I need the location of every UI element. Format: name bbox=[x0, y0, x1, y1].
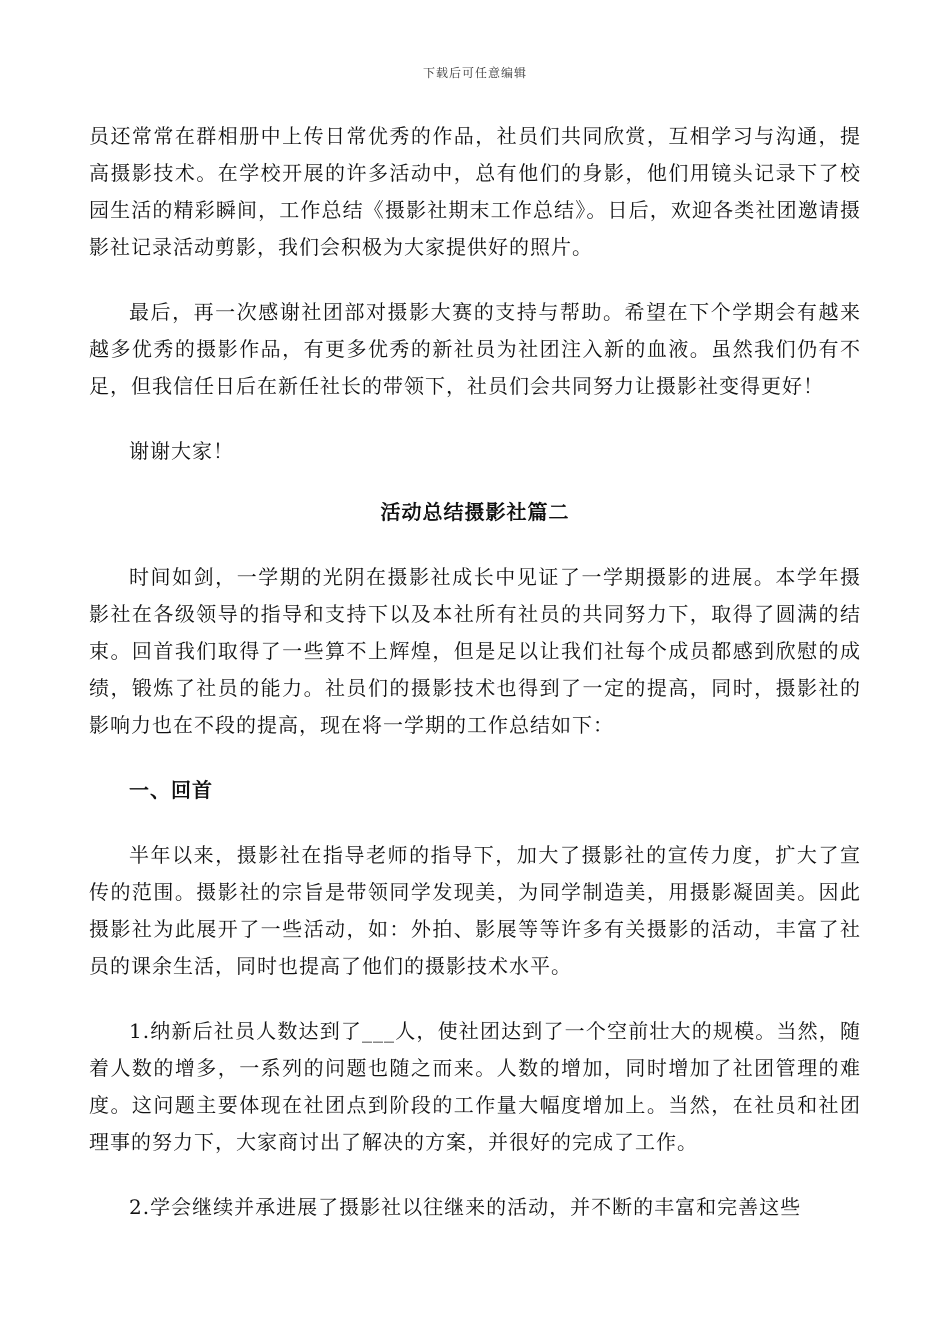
paragraph-half-year: 半年以来，摄影社在指导老师的指导下，加大了摄影社的宣传力度，扩大了宣传的范围。摄影社的宗旨是带领同学发现美，为同学制造美，用摄影凝固美。因此摄影社为此展开了一些活动，如：外拍、影展等等许多有关摄影的活动，丰富了社员的课余生活，同时也提高了他们的摄影技术水平。 bbox=[89, 843, 861, 978]
paragraph-item-1: 1.纳新后社员人数达到了___人，使社团达到了一个空前壮大的规模。当然，随着人数的增多，一系列的问题也随之而来。人数的增加，同时增加了社团管理的难度。这问题主要体现在社团点到阶段的工作量大幅度增加上。当然，在社员和社团理事的努力下，大家商讨出了解决的方案，并很好的完成了工作。 bbox=[89, 1019, 861, 1154]
paragraph-continuation: 员还常常在群相册中上传日常优秀的作品，社员们共同欣赏，互相学习与沟通，提高摄影技术。在学校开展的许多活动中，总有他们的身影，他们用镜头记录下了校园生活的精彩瞬间，工作总结《摄影社期末工作总结》。日后，欢迎各类社团邀请摄影社记录活动剪影，我们会积极为大家提供好的照片。 bbox=[89, 124, 861, 259]
page-header-note: 下载后可任意编辑 bbox=[422, 66, 527, 80]
paragraph-item-2: 2.学会继续并承进展了摄影社以往继来的活动，并不断的丰富和完善这些 bbox=[129, 1195, 802, 1219]
paragraph-thanks-support: 最后，再一次感谢社团部对摄影大赛的支持与帮助。希望在下个学期会有越来越多优秀的摄影作品，有更多优秀的新社员为社团注入新的血液。虽然我们仍有不足，但我信任日后在新任社长的带领下，社员们会共同努力让摄影社变得更好！ bbox=[89, 300, 861, 398]
paragraph-intro: 时间如剑，一学期的光阴在摄影社成长中见证了一学期摄影的进展。本学年摄影社在各级领导的指导和支持下以及本社所有社员的共同努力下，取得了圆满的结束。回首我们取得了一些算不上辉煌，但是足以让我们社每个成员都感到欣慰的成绩，锻炼了社员的能力。社员们的摄影技术也得到了一定的提高，同时，摄影社的影响力也在不段的提高，现在将一学期的工作总结如下： bbox=[89, 565, 861, 737]
paragraph-thank-you: 谢谢大家！ bbox=[129, 439, 234, 463]
section-heading-review: 一、回首 bbox=[129, 778, 213, 802]
document-body bbox=[89, 118, 861, 1254]
section-title: 活动总结摄影社篇二 bbox=[380, 500, 570, 524]
